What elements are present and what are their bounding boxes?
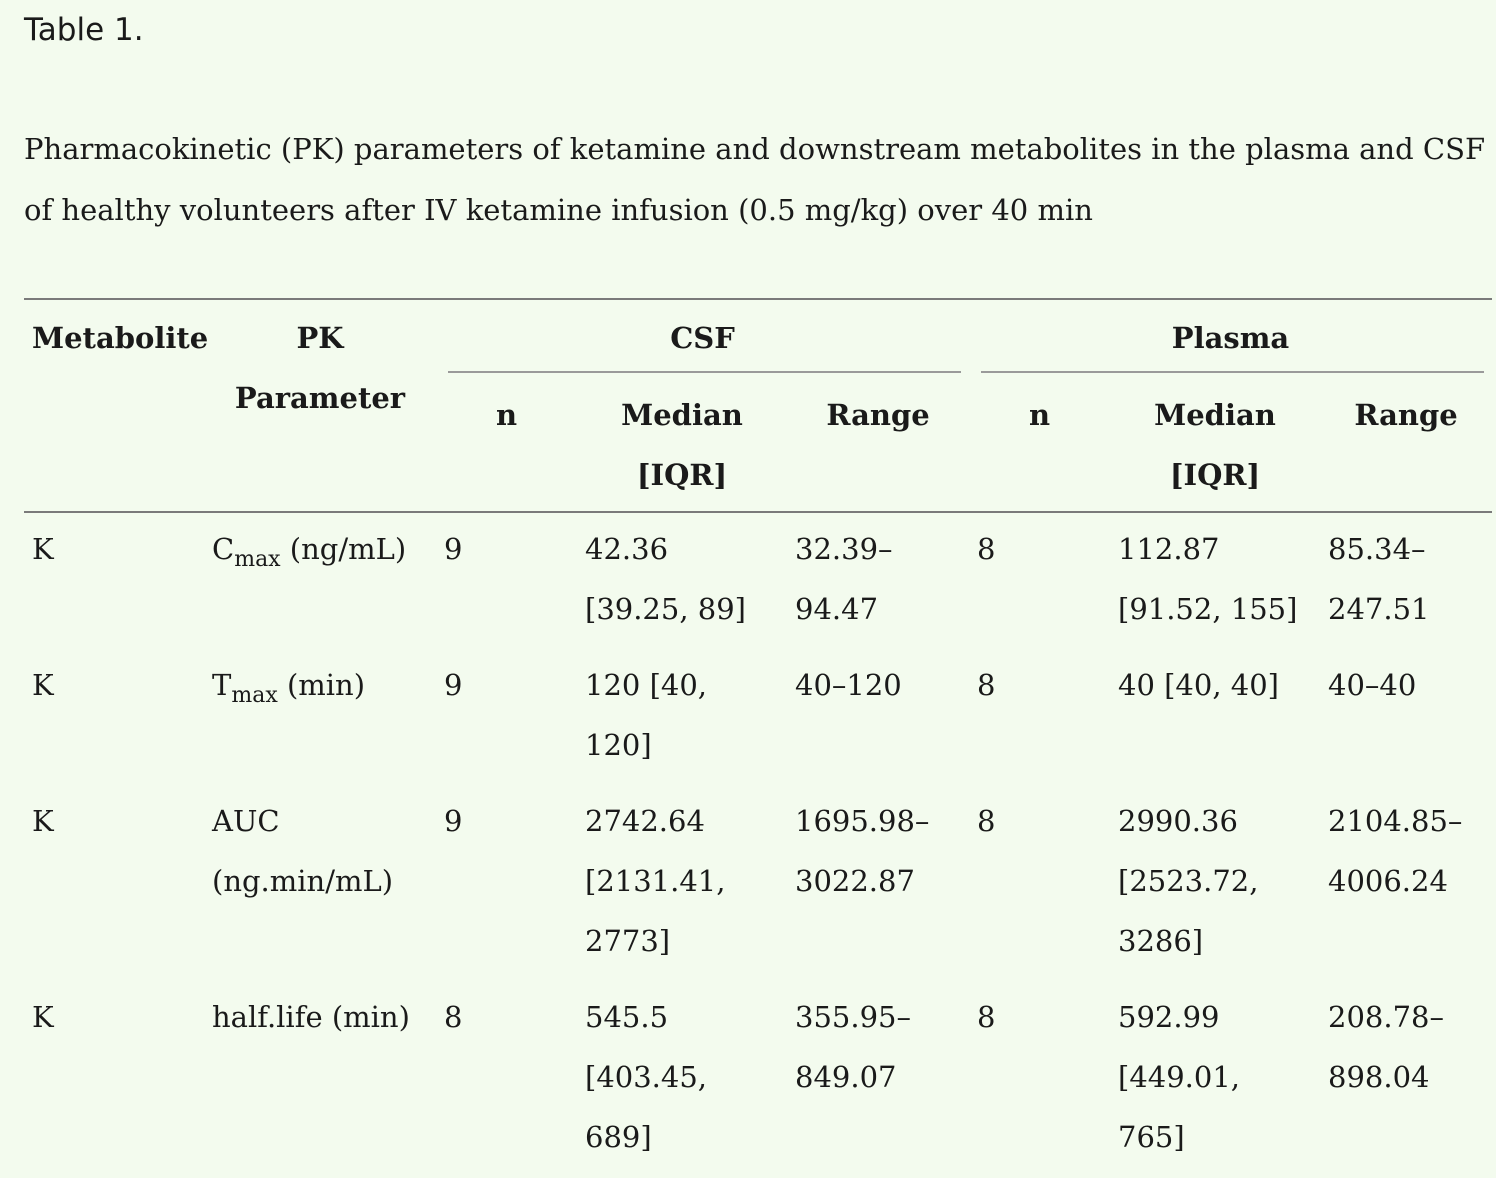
cell-plasma-n: 8 (977, 1000, 996, 1034)
param-main: half.life (min) (212, 1000, 410, 1034)
cell-plasma-median: 40 [40, 40] (1118, 668, 1279, 702)
header-csf-range: Range (787, 373, 969, 513)
table-caption: Pharmacokinetic (PK) parameters of ketamine and downstream metabolites in the plasma and CSF of healthy volunteers after IV ketamine infusion (0.5 mg/kg) over 40 min (24, 132, 1486, 227)
table-label: Table 1. (24, 12, 144, 48)
pk-table (24, 298, 1492, 1175)
table-header (24, 298, 1492, 513)
cell-metabolite: K (32, 532, 54, 566)
cell-plasma-n: 8 (977, 804, 996, 838)
cell-csf-median: 42.36 [39.25, 89] (585, 532, 746, 626)
header-csf-n: n (436, 373, 577, 513)
cell-pk-parameter (204, 647, 436, 783)
cell-plasma-median: 112.87 [91.52, 155] (1118, 532, 1298, 626)
param-main: AUC (ng.min/mL) (212, 804, 394, 898)
cell-metabolite: K (32, 668, 54, 702)
header-plasma-range: Range (1320, 373, 1492, 513)
pk-table-container (24, 298, 1492, 1175)
cell-csf-n: 9 (444, 668, 463, 702)
header-plasma-median: Median [IQR] (1110, 373, 1320, 513)
cell-csf-range: 32.39–94.47 (795, 532, 893, 626)
header-metabolite: Metabolite (24, 298, 204, 513)
cell-plasma-n: 8 (977, 668, 996, 702)
header-plasma-n: n (969, 373, 1110, 513)
cell-plasma-range: 208.78–898.04 (1328, 1000, 1444, 1094)
cell-csf-median: 120 [40, 120] (585, 668, 708, 762)
cell-pk-parameter (204, 783, 436, 979)
cell-csf-median: 545.5 [403.45, 689] (585, 1000, 708, 1154)
table-row (24, 513, 1492, 647)
param-subscript: max (231, 683, 278, 708)
cell-plasma-median: 2990.36 [2523.72, 3286] (1118, 804, 1259, 958)
cell-plasma-range: 40–40 (1328, 668, 1417, 702)
cell-pk-parameter (204, 979, 436, 1175)
cell-csf-n: 9 (444, 532, 463, 566)
cell-csf-median: 2742.64 [2131.41, 2773] (585, 804, 726, 958)
header-csf-median: Median [IQR] (577, 373, 787, 513)
param-unit: (ng/mL) (280, 532, 407, 566)
param-unit: (min) (277, 668, 366, 702)
cell-plasma-n: 8 (977, 532, 996, 566)
param-main: T (212, 668, 232, 702)
param-subscript: max (234, 547, 281, 572)
table-body (24, 513, 1492, 1175)
header-csf: CSF (436, 298, 969, 373)
table-row (24, 783, 1492, 979)
cell-plasma-median: 592.99 [449.01, 765] (1118, 1000, 1241, 1154)
cell-csf-range: 1695.98–3022.87 (795, 804, 930, 898)
table-row (24, 979, 1492, 1175)
cell-metabolite: K (32, 1000, 54, 1034)
header-row-groups (24, 298, 1492, 373)
cell-metabolite: K (32, 804, 54, 838)
cell-csf-n: 8 (444, 1000, 463, 1034)
param-main: C (212, 532, 235, 566)
table-row (24, 647, 1492, 783)
cell-csf-n: 9 (444, 804, 463, 838)
header-plasma: Plasma (969, 298, 1492, 373)
cell-csf-range: 355.95–849.07 (795, 1000, 911, 1094)
cell-pk-parameter (204, 513, 436, 647)
cell-plasma-range: 2104.85–4006.24 (1328, 804, 1463, 898)
cell-plasma-range: 85.34–247.51 (1328, 532, 1430, 626)
header-pk-parameter: PK Parameter (204, 298, 436, 513)
cell-csf-range: 40–120 (795, 668, 902, 702)
